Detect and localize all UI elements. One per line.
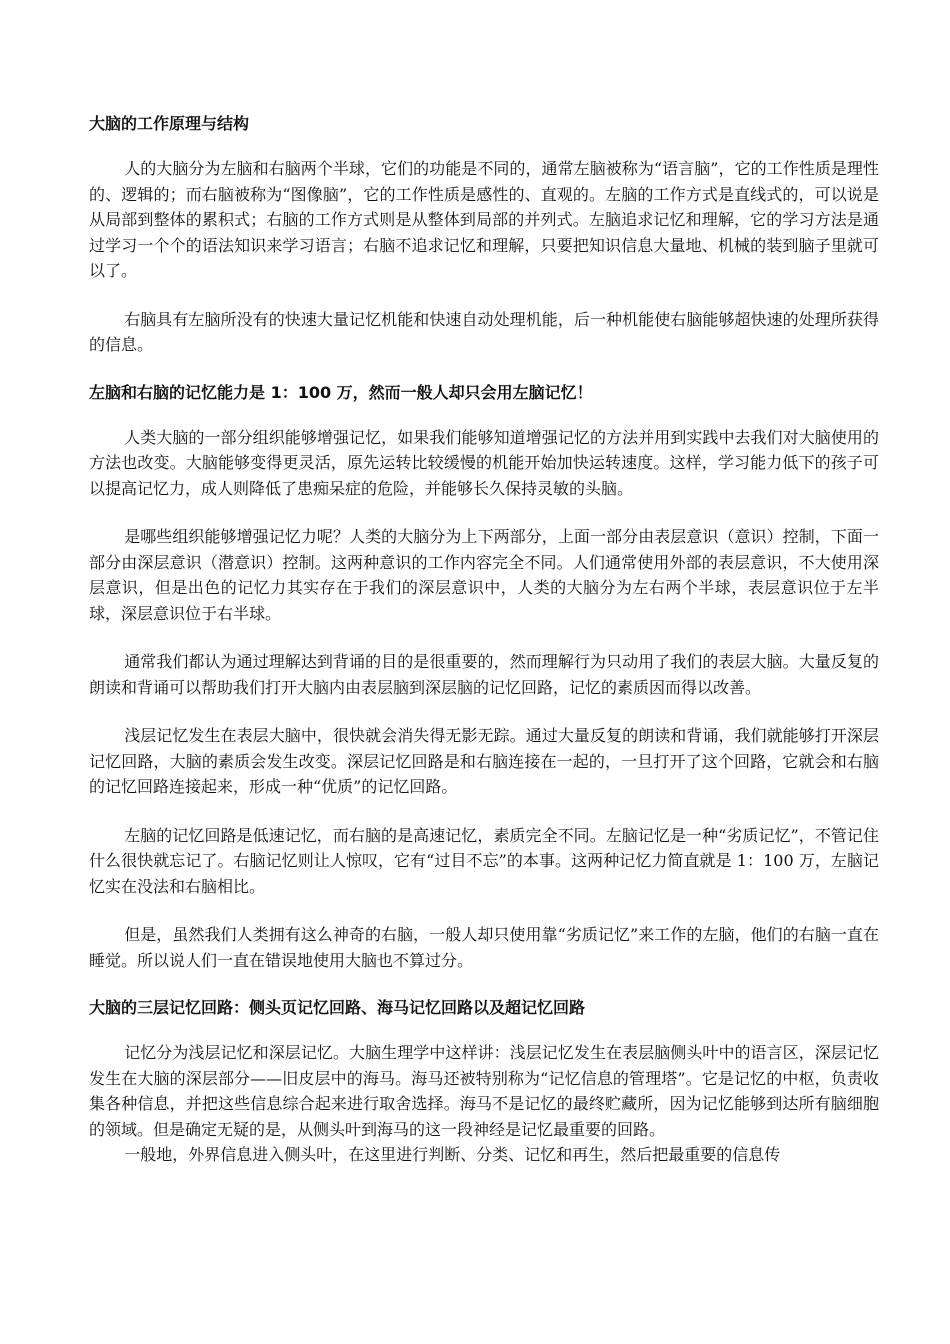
paragraph: 右脑具有左脑所没有的快速大量记忆机能和快速自动处理机能，后一种机能使右脑能够超快速的处理所获得的信息。 — [89, 309, 879, 354]
paragraph: 一般地，外界信息进入侧头叶，在这里进行判断、分类、记忆和再生，然后把最重要的信息传 — [124, 1145, 781, 1164]
section-heading-memory-ratio: 左脑和右脑的记忆能力是 1：100 万，然而一般人却只会用左脑记忆！ — [89, 382, 593, 402]
section-heading-three-memory-circuits: 大脑的三层记忆回路：侧头页记忆回路、海马记忆回路以及超记忆回路 — [89, 998, 586, 1017]
paragraph: 人的大脑分为左脑和右脑两个半球，它们的功能是不同的，通常左脑被称为“语言脑”，它的工作性质是理性的、逻辑的；而右脑被称为“图像脑”，它的工作性质是感性的、直观的。左脑的工作方式是直线式的，可以说是从局部到整体的累积式；右脑的工作方式则是从整体到局部的并列式。左脑追求记忆和理解，它的学习方法是通过学习一个个的语法知识来学习语言；右脑不追求记忆和理解，只要把知识信息大量地、机械的装到脑子里就可以了。 — [89, 159, 879, 280]
section-heading-brain-structure: 大脑的工作原理与结构 — [89, 114, 250, 133]
paragraph: 左脑的记忆回路是低速记忆，而右脑的是高速记忆，素质完全不同。左脑记忆是一种“劣质记忆”，不管记住什么很快就忘记了。右脑记忆则让人惊叹，它有“过目不忘”的本事。这两种记忆力简直就是 1：100 万，左脑记忆实在没法和右脑相比。 — [89, 825, 879, 896]
document-page — [89, 112, 879, 1168]
paragraph: 记忆分为浅层记忆和深层记忆。大脑生理学中这样讲：浅层记忆发生在表层脑侧头叶中的语言区，深层记忆发生在大脑的深层部分——旧皮层中的海马。海马还被特别称为“记忆信息的管理塔”。它是记忆的中枢，负责收集各种信息，并把这些信息综合起来进行取舍选择。海马不是记忆的最终贮藏所，因为记忆能够到达所有脑细胞的领域。但是确定无疑的是，从侧头叶到海马的这一段神经是记忆最重要的回路。 — [89, 1043, 879, 1139]
paragraph: 通常我们都认为通过理解达到背诵的目的是很重要的，然而理解行为只动用了我们的表层大脑。大量反复的朗读和背诵可以帮助我们打开大脑内由表层脑到深层脑的记忆回路，记忆的素质因而得以改善。 — [89, 652, 879, 697]
paragraph: 是哪些组织能够增强记忆力呢？人类的大脑分为上下两部分，上面一部分由表层意识（意识）控制，下面一部分由深层意识（潜意识）控制。这两种意识的工作内容完全不同。人们通常使用外部的表层意识，不大使用深层意识，但是出色的记忆力其实存在于我们的深层意识中，人类的大脑分为左右两个半球，表层意识位于左半球，深层意识位于右半球。 — [89, 527, 879, 623]
paragraph: 但是，虽然我们人类拥有这么神奇的右脑，一般人却只使用靠“劣质记忆”来工作的左脑，他们的右脑一直在睡觉。所以说人们一直在错误地使用大脑也不算过分。 — [89, 925, 879, 970]
paragraph: 浅层记忆发生在表层大脑中，很快就会消失得无影无踪。通过大量反复的朗读和背诵，我们就能够打开深层记忆回路，大脑的素质会发生改变。深层记忆回路是和右脑连接在一起的，一旦打开了这个回路，它就会和右脑的记忆回路连接起来，形成一种“优质”的记忆回路。 — [89, 726, 879, 796]
paragraph: 人类大脑的一部分组织能够增强记忆，如果我们能够知道增强记忆的方法并用到实践中去我们对大脑使用的方法也改变。大脑能够变得更灵活，原先运转比较缓慢的机能开始加快运转速度。这样，学习能力低下的孩子可以提高记忆力，成人则降低了患痴呆症的危险，并能够长久保持灵敏的头脑。 — [89, 427, 879, 498]
